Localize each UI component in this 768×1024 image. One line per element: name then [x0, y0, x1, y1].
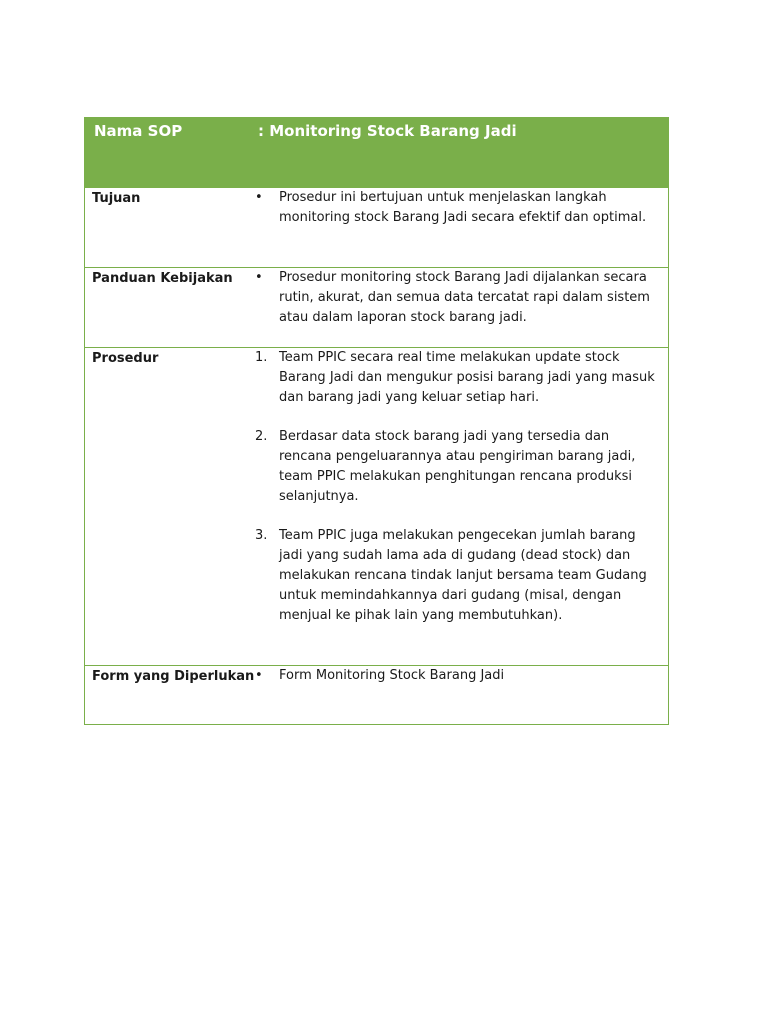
row-prosedur — [85, 347, 668, 665]
step-text: Berdasar data stock barang jadi yang tersedia dan rencana pengeluarannya atau pengiriman barang jadi, team PPIC melakukan penghitungan rencana produksi selanjutnya. — [279, 429, 636, 504]
tujuan-text: Prosedur ini bertujuan untuk menjelaskan langkah monitoring stock Barang Jadi secara efektif dan optimal. — [279, 190, 647, 225]
row-panduan-kebijakan — [85, 267, 668, 347]
panduan-text: Prosedur monitoring stock Barang Jadi dijalankan secara rutin, akurat, dan semua data tercatat rapi dalam sistem atau dalam laporan stock barang jadi. — [279, 270, 650, 325]
panduan-label: Panduan Kebijakan — [92, 271, 233, 286]
bullet-marker: • — [255, 190, 263, 205]
prosedur-step-2 — [255, 427, 660, 507]
sop-table — [84, 117, 669, 725]
sop-name-label: Nama SOP — [94, 122, 183, 140]
step-number: 1. — [255, 350, 268, 365]
prosedur-label: Prosedur — [92, 351, 159, 366]
bullet-marker: • — [255, 270, 263, 285]
step-text: Team PPIC juga melakukan pengecekan jumlah barang jadi yang sudah lama ada di gudang (dead stock) dan melakukan rencana tindak lanjut bersama team Gudang untuk memindahkannya dari gudang (misal, dengan menjual ke pihak lain yang membutuhkan). — [279, 528, 647, 623]
row-tujuan — [85, 187, 668, 267]
step-number: 2. — [255, 429, 268, 444]
tujuan-item — [255, 188, 660, 228]
form-text: Form Monitoring Stock Barang Jadi — [279, 668, 505, 683]
sop-header — [85, 118, 668, 187]
form-label: Form yang Diperlukan — [92, 669, 255, 684]
sop-name-value: : Monitoring Stock Barang Jadi — [258, 122, 517, 140]
row-form-diperlukan — [85, 665, 668, 724]
bullet-marker: • — [255, 668, 263, 683]
step-number: 3. — [255, 528, 268, 543]
panduan-item — [255, 268, 660, 328]
prosedur-step-1 — [255, 348, 660, 408]
prosedur-step-3 — [255, 526, 660, 626]
step-text: Team PPIC secara real time melakukan update stock Barang Jadi dan mengukur posisi barang jadi yang masuk dan barang jadi yang keluar setiap hari. — [279, 350, 655, 405]
tujuan-label: Tujuan — [92, 191, 141, 206]
form-item — [255, 666, 660, 686]
